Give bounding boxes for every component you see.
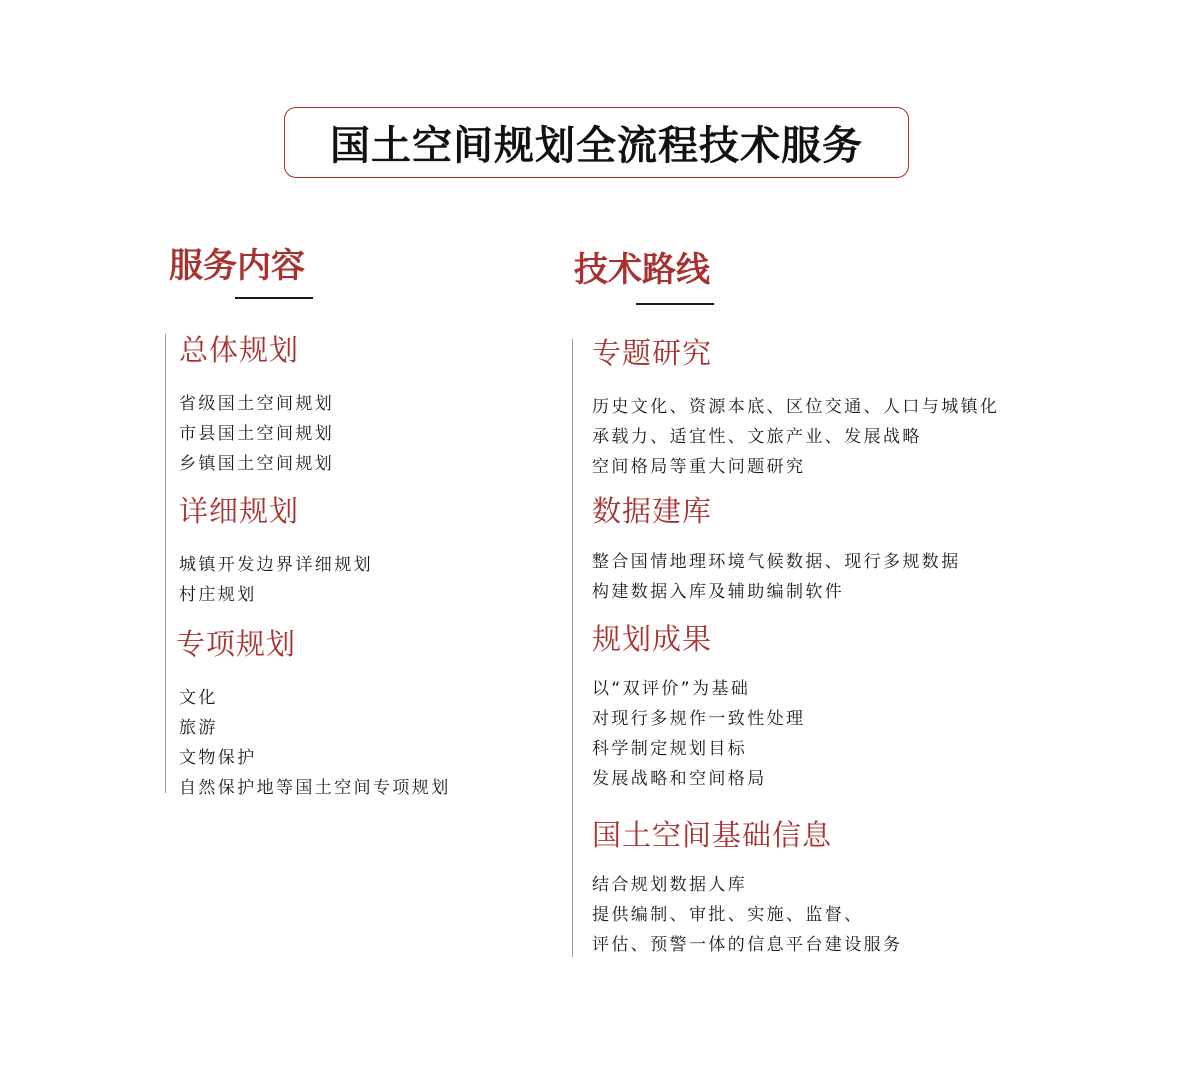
list-item: 自然保护地等国土空间专项规划 bbox=[179, 778, 451, 798]
list-item: 以“双评价”为基础 bbox=[592, 679, 751, 699]
item-list bbox=[179, 683, 451, 803]
section-special-planning bbox=[176, 627, 451, 803]
item-list bbox=[592, 392, 999, 482]
list-item: 结合规划数据人库 bbox=[592, 875, 748, 895]
list-item: 旅游 bbox=[179, 718, 218, 738]
list-item: 承载力、适宜性、文旅产业、发展战略 bbox=[592, 427, 922, 447]
section-heading: 专项规划 bbox=[176, 627, 297, 661]
item-list bbox=[592, 674, 805, 794]
section-planning-results bbox=[592, 622, 806, 794]
list-item: 乡镇国土空间规划 bbox=[179, 454, 335, 474]
section-detailed-planning bbox=[179, 494, 373, 610]
right-column-heading: 技术路线 bbox=[574, 250, 710, 290]
section-data-warehouse bbox=[592, 494, 961, 607]
list-item: 发展战略和空间格局 bbox=[592, 769, 767, 789]
list-item: 省级国土空间规划 bbox=[179, 394, 335, 414]
item-list bbox=[179, 550, 373, 610]
left-column-heading: 服务内容 bbox=[169, 246, 305, 286]
list-item: 评估、预警一体的信息平台建设服务 bbox=[592, 935, 903, 955]
section-basic-info bbox=[592, 818, 903, 960]
section-heading: 总体规划 bbox=[179, 333, 300, 367]
list-item: 市县国土空间规划 bbox=[179, 424, 335, 444]
list-item: 整合国情地理环境气候数据、现行多规数据 bbox=[592, 552, 961, 572]
list-item: 空间格局等重大问题研究 bbox=[592, 457, 806, 477]
page-title: 国土空间规划全流程技术服务 bbox=[330, 122, 863, 169]
section-overall-planning bbox=[179, 333, 335, 479]
list-item: 提供编制、审批、实施、监督、 bbox=[592, 905, 864, 925]
list-item: 城镇开发边界详细规划 bbox=[179, 555, 373, 575]
right-heading-underline bbox=[636, 303, 714, 305]
right-divider-line bbox=[572, 339, 573, 957]
list-item: 文化 bbox=[179, 688, 218, 708]
list-item: 构建数据入库及辅助编制软件 bbox=[592, 582, 845, 602]
section-heading: 详细规划 bbox=[179, 494, 300, 528]
title-box bbox=[284, 107, 909, 178]
section-heading: 规划成果 bbox=[592, 622, 713, 656]
list-item: 历史文化、资源本底、区位交通、人口与城镇化 bbox=[592, 397, 1000, 417]
left-heading-underline bbox=[235, 297, 313, 299]
section-heading: 数据建库 bbox=[592, 494, 713, 528]
item-list bbox=[592, 870, 902, 960]
left-divider-line bbox=[165, 334, 166, 793]
item-list bbox=[592, 547, 961, 607]
list-item: 对现行多规作一致性处理 bbox=[592, 709, 806, 729]
section-topic-research bbox=[592, 336, 1000, 482]
list-item: 文物保护 bbox=[179, 748, 257, 768]
section-heading: 专题研究 bbox=[592, 336, 713, 370]
item-list bbox=[179, 389, 334, 479]
list-item: 科学制定规划目标 bbox=[592, 739, 748, 759]
list-item: 村庄规划 bbox=[179, 585, 257, 605]
section-heading: 国土空间基础信息 bbox=[592, 818, 833, 852]
